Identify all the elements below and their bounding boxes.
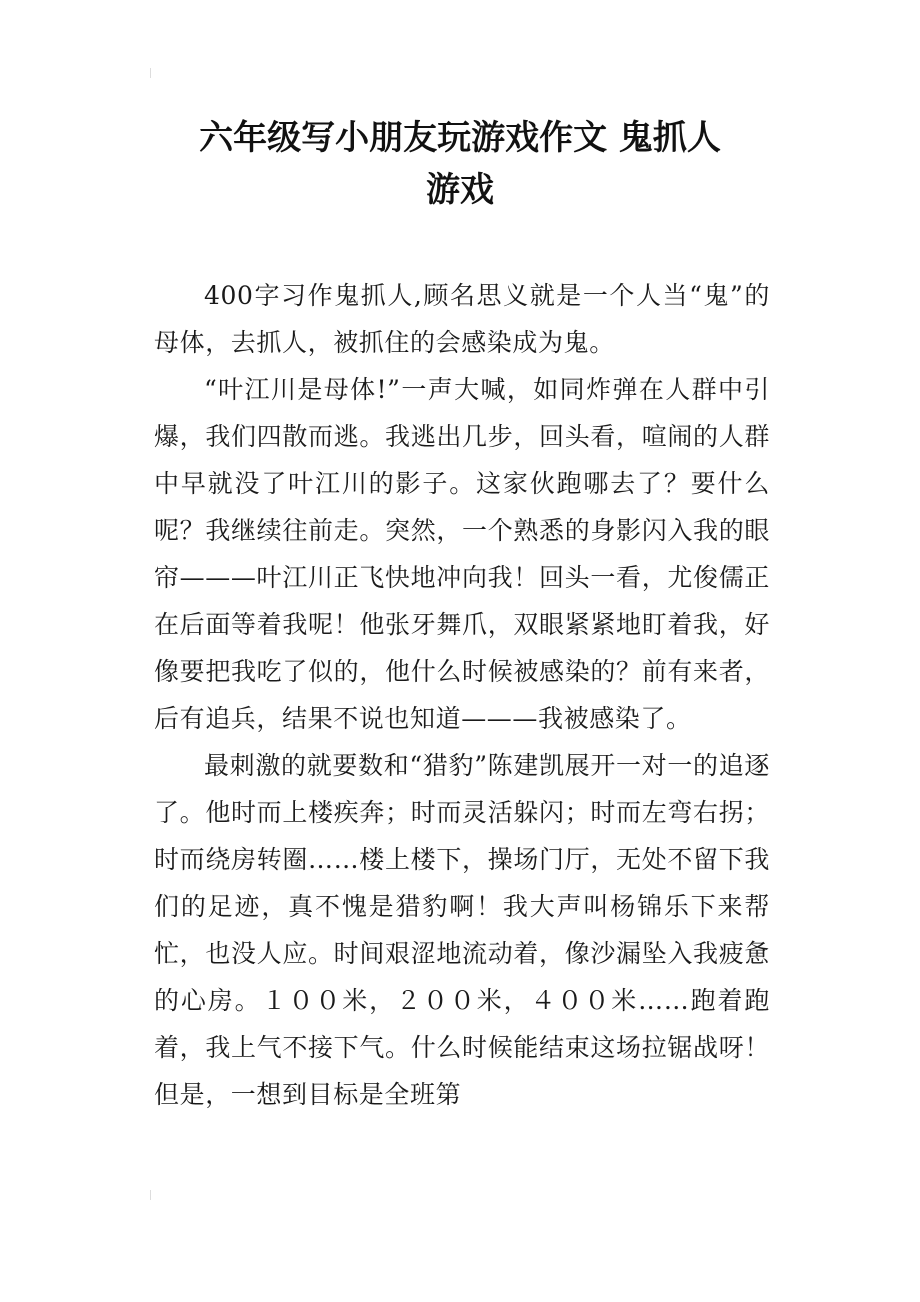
title-line-2: 游戏 xyxy=(426,170,494,210)
title-line-1: 六年级写小朋友玩游戏作文 鬼抓人 xyxy=(199,118,721,158)
page-title xyxy=(150,112,770,216)
paragraph-3: 最刺激的就要数和“猎豹”陈建凯展开一对一的追逐了。他时而上楼疾奔；时而灵活躲闪；时而左弯右拐；时而绕房转圈……楼上楼下，操场门厅，无处不留下我们的足迹，真不愧是猎豹啊！我大声叫杨锦乐下来帮忙，也没人应。时间艰涩地流动着，像沙漏坠入我疲惫的心房。１００米，２００米，４００米……跑着跑着，我上气不接下气。什么时候能结束这场拉锯战呀！但是，一想到目标是全班第 xyxy=(154,751,770,1109)
article-body xyxy=(154,272,770,1118)
crop-mark-top xyxy=(150,68,157,78)
paragraph-1: 400字习作鬼抓人,顾名思义就是一个人当“鬼”的母体，去抓人，被抓住的会感染成为鬼。 xyxy=(154,281,770,357)
paragraph-2: “叶江川是母体!”一声大喊，如同炸弹在人群中引爆，我们四散而逃。我逃出几步，回头看，喧闹的人群中早就没了叶江川的影子。这家伙跑哪去了？要什么呢？我继续往前走。突然，一个熟悉的身影闪入我的眼帘———叶江川正飞快地冲向我！回头一看，尤俊儒正在后面等着我呢！他张牙舞爪，双眼紧紧地盯着我，好像要把我吃了似的，他什么时候被感染的？前有来者，后有追兵，结果不说也知道———我被感染了。 xyxy=(154,375,770,733)
crop-mark-bottom xyxy=(150,1190,157,1200)
